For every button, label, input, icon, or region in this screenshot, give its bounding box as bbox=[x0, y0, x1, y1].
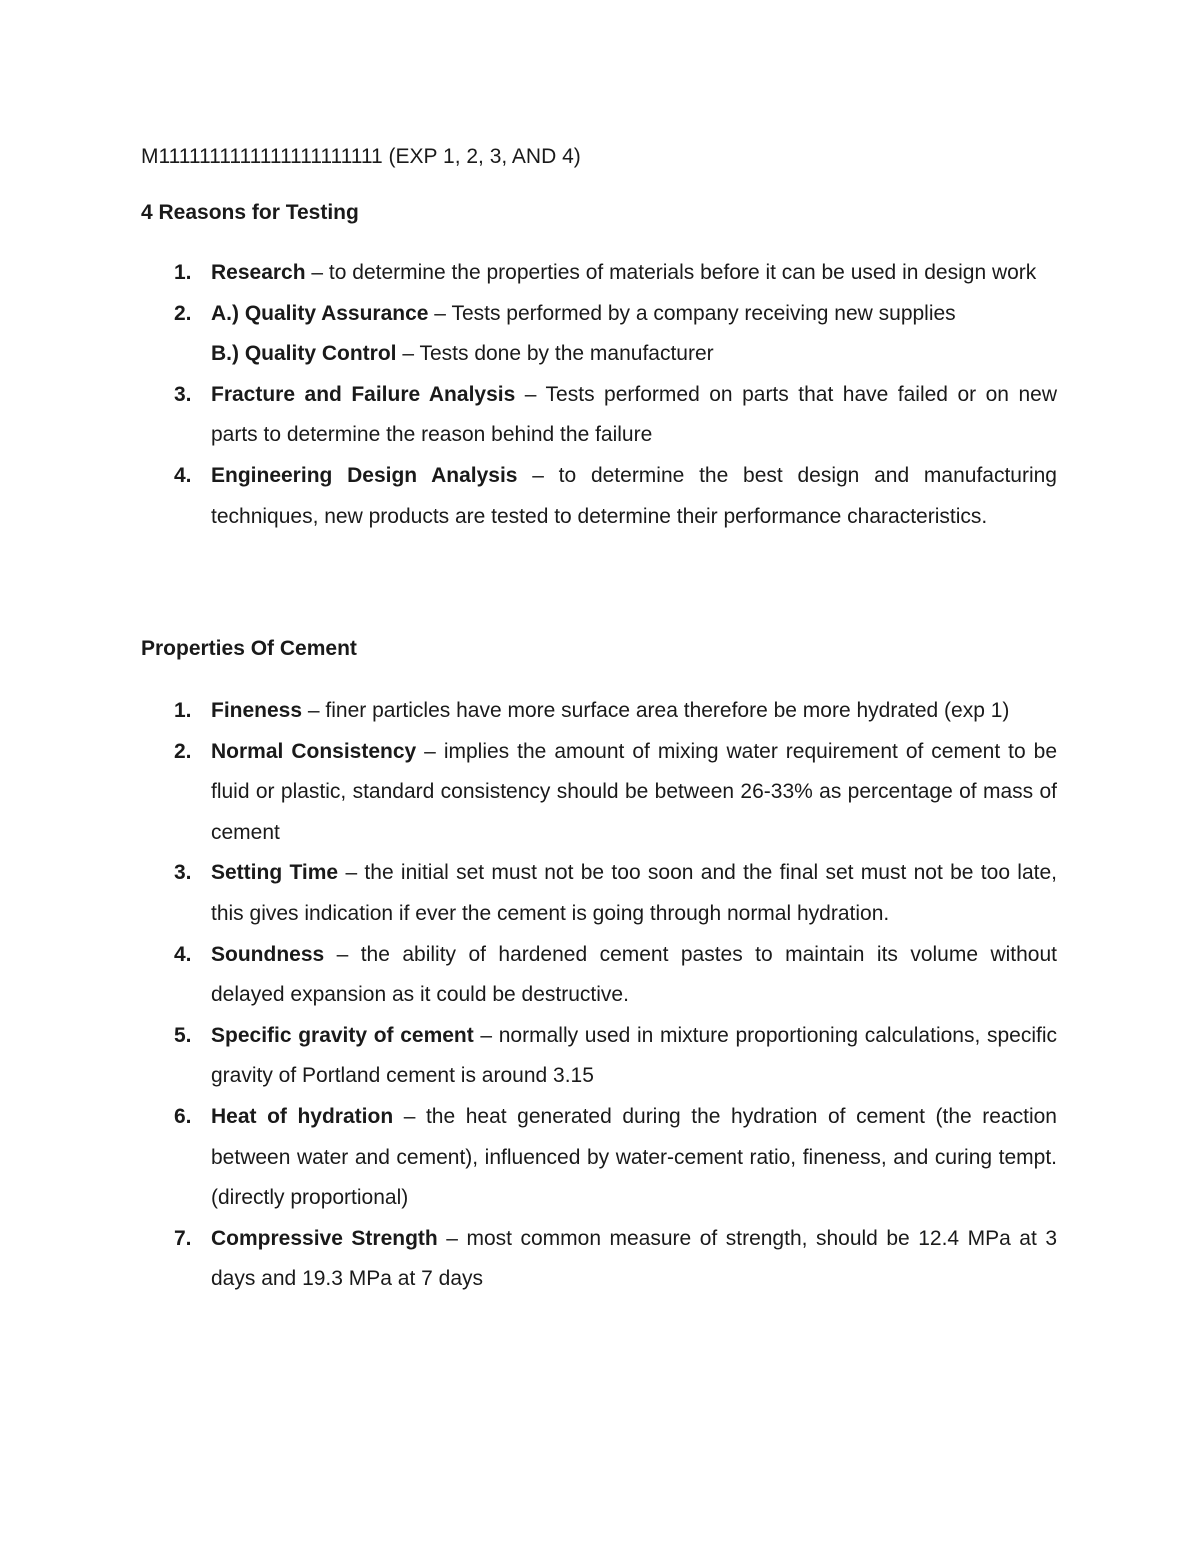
item-text: – most common measure of strength, should be 12.4 MPa at 3 days and 19.3 MPa at 7 days bbox=[211, 1226, 1058, 1291]
item-number: 5. bbox=[174, 1023, 192, 1047]
item-text: – the heat generated during the hydration of cement (the reaction between water and cement), influenced by water-cement ratio, fineness, and curing tempt. (directly proportional) bbox=[211, 1104, 1057, 1210]
item-term: Fracture and Failure Analysis bbox=[211, 382, 516, 406]
item-text: – to determine the properties of materials before it can be used in design work bbox=[305, 261, 1037, 284]
list-item bbox=[141, 1219, 1057, 1300]
item-text: – to determine the best design and manufacturing techniques, new products are tested to determine their performance characteristics. bbox=[211, 463, 1057, 528]
item-number: 7. bbox=[174, 1226, 192, 1250]
list-item bbox=[141, 456, 1057, 537]
list-item bbox=[141, 1016, 1057, 1097]
item-text: – the ability of hardened cement pastes to maintain its volume without delayed expansion as it could be destructive. bbox=[211, 942, 1057, 1007]
item-term: A.) Quality Assurance bbox=[211, 301, 429, 325]
list-item bbox=[141, 935, 1057, 1016]
item-number: 6. bbox=[174, 1104, 192, 1128]
item-term: Fineness bbox=[211, 699, 303, 722]
item-term: Specific gravity of cement bbox=[211, 1023, 474, 1047]
item-term: Engineering Design Analysis bbox=[211, 463, 518, 487]
item-text: – implies the amount of mixing water requirement of cement to be fluid or plastic, standard consistency should be between 26-33% as percentage of mass of cement bbox=[211, 739, 1057, 844]
item-number: 2. bbox=[174, 301, 192, 325]
list-item bbox=[141, 732, 1057, 854]
list-item bbox=[141, 691, 1057, 732]
item-term: B.) Quality Control bbox=[211, 342, 397, 366]
item-term: Setting Time bbox=[211, 861, 339, 885]
item-term: Research bbox=[211, 261, 306, 284]
item-text: – normally used in mixture proportioning calculations, specific gravity of Portland cement is around 3.15 bbox=[211, 1023, 1057, 1088]
item-term: Heat of hydration bbox=[211, 1104, 394, 1128]
item-subline bbox=[211, 334, 1057, 375]
cement-properties-list bbox=[141, 691, 1057, 1300]
item-number: 4. bbox=[174, 942, 192, 966]
item-number: 3. bbox=[174, 382, 192, 406]
item-text: – Tests done by the manufacturer bbox=[396, 342, 714, 366]
reasons-list bbox=[141, 253, 1057, 537]
reasons-heading: 4 Reasons for Testing bbox=[141, 201, 359, 224]
item-text: – the initial set must not be too soon and the final set must not be too late, this gives indication if ever the cement is going through normal hydration. bbox=[211, 861, 1058, 925]
item-text: – Tests performed by a company receiving new supplies bbox=[428, 301, 956, 325]
item-text: – finer particles have more surface area therefore be more hydrated (exp 1) bbox=[302, 699, 1010, 722]
item-number: 2. bbox=[174, 739, 192, 763]
list-item bbox=[141, 253, 1057, 294]
list-item bbox=[141, 853, 1057, 934]
item-term: Normal Consistency bbox=[211, 739, 417, 763]
item-term: Soundness bbox=[211, 942, 325, 966]
item-number: 3. bbox=[174, 861, 192, 885]
item-number: 4. bbox=[174, 463, 192, 487]
list-item bbox=[141, 375, 1057, 456]
item-number: 1. bbox=[174, 699, 192, 722]
cement-heading: Properties Of Cement bbox=[141, 637, 357, 660]
item-text: – Tests performed on parts that have failed or on new parts to determine the reason behind the failure bbox=[211, 382, 1057, 447]
item-number: 1. bbox=[174, 261, 192, 284]
item-term: Compressive Strength bbox=[211, 1226, 438, 1250]
document-title: M1111111111111111111111 (EXP 1, 2, 3, AND 4) bbox=[141, 145, 581, 168]
list-item bbox=[141, 1097, 1057, 1219]
list-item bbox=[141, 294, 1057, 375]
